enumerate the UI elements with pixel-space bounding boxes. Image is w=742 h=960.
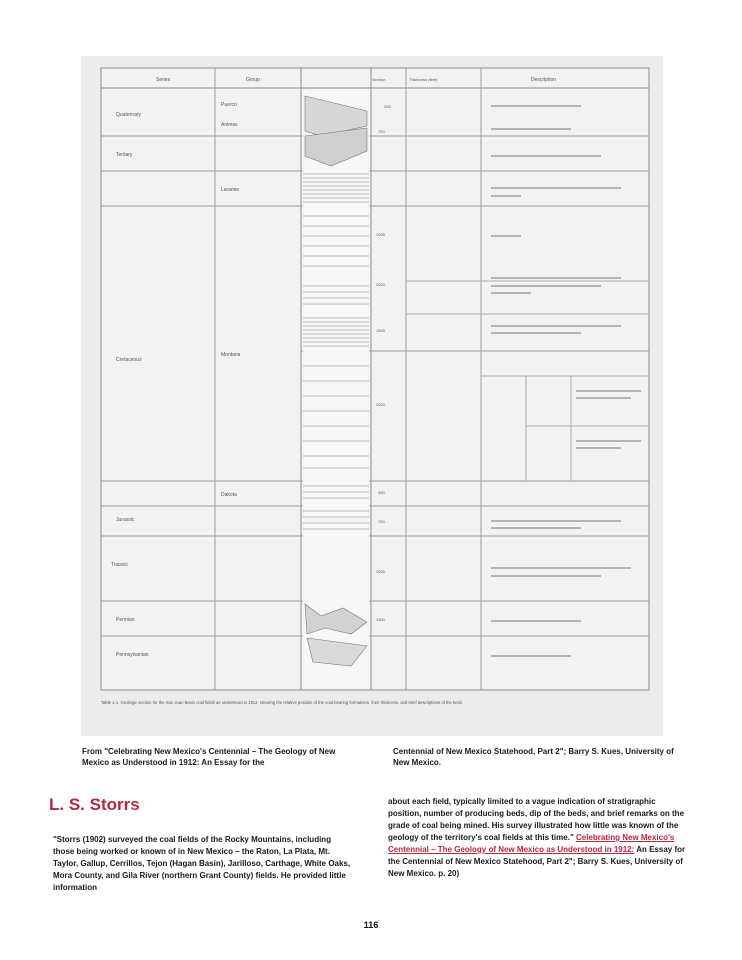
thickness-9: 1000 <box>376 569 385 574</box>
thickness-1: 200 <box>384 104 391 109</box>
header-group: Group <box>246 77 260 83</box>
thickness-4: 2000 <box>376 282 385 287</box>
header-section: Section <box>372 77 386 82</box>
thickness-3: 1000 <box>376 232 385 237</box>
thickness-6: 3000 <box>376 402 385 407</box>
group-puerco: Puerco <box>221 102 237 108</box>
system-permian: Permian <box>116 617 135 623</box>
group-montana: Montana <box>221 352 241 358</box>
figure-source-right: Centennial of New Mexico Statehood, Part 2"; Barry S. Kues, University of New Mexico. <box>393 747 674 767</box>
system-triassic: Triassic <box>111 562 129 568</box>
thickness-2: 700 <box>378 129 385 134</box>
page-number: 116 <box>363 920 379 930</box>
thickness-10: 1300 <box>376 617 385 622</box>
header-thickness: Thickness (feet) <box>409 77 438 82</box>
body-left-column: "Storrs (1902) surveyed the coal fields of the Rocky Mountains, including those being worked or known of in New Mexico – the Raton, La Plata, Mt. Taylor, Gallup, Cerrillos, Tejon (Hagan Basin), Jarilloso, Carthage, White Oaks, Mora County, and Gila River (northern Grant County) fields. He provided little information <box>53 835 351 892</box>
group-dakota: Dakota <box>221 492 237 498</box>
thickness-5: 1500 <box>376 328 385 333</box>
geologic-section-figure <box>81 56 663 736</box>
source-link[interactable]: Celebrating New Mexico's Centennial – The Geology of New Mexico as Understood in 1912: <box>388 833 675 854</box>
figure-caption: Table 1-1. Geologic section for the San Juan Basin coal fields as understood in 1912, showing the relative position of the coal-bearing formations, their thickness, and brief descriptions of the beds. <box>101 700 464 705</box>
system-tertiary: Tertiary <box>116 152 133 158</box>
group-laramie: Laramie <box>221 187 240 193</box>
thickness-7: 400 <box>378 490 385 495</box>
body-right-tail: An Essay for the Centennial of New Mexico Statehood, Part 2"; Barry S. Kues, University of New Mexico. p. 20) <box>388 845 686 878</box>
group-animas: Animas <box>221 122 238 128</box>
system-cretaceous: Cretaceous <box>116 357 142 363</box>
figure-source-left: From "Celebrating New Mexico's Centennial – The Geology of New Mexico as Understood in 1912: An Essay for the <box>82 747 336 767</box>
body-right-text: about each field, typically limited to a vague indication of stratigraphic position, number of producing beds, dip of the beds, and brief remarks on the grade of coal being mined. His survey illustrated how little was known of the geology of the territory's coal fields at this time." <box>388 797 685 842</box>
header-series: Series <box>156 77 171 83</box>
thickness-8: 700 <box>378 519 385 524</box>
section-heading: L. S. Storrs <box>49 795 140 814</box>
system-jurassic: Jurassic <box>116 517 135 523</box>
body-right-column <box>388 796 688 880</box>
system-quaternary: Quaternary <box>116 112 142 118</box>
system-pennsylvanian: Pennsylvanian <box>116 652 149 658</box>
geologic-section-table <box>81 56 663 736</box>
header-description: Description <box>531 77 557 83</box>
stratigraphic-column <box>303 90 369 688</box>
